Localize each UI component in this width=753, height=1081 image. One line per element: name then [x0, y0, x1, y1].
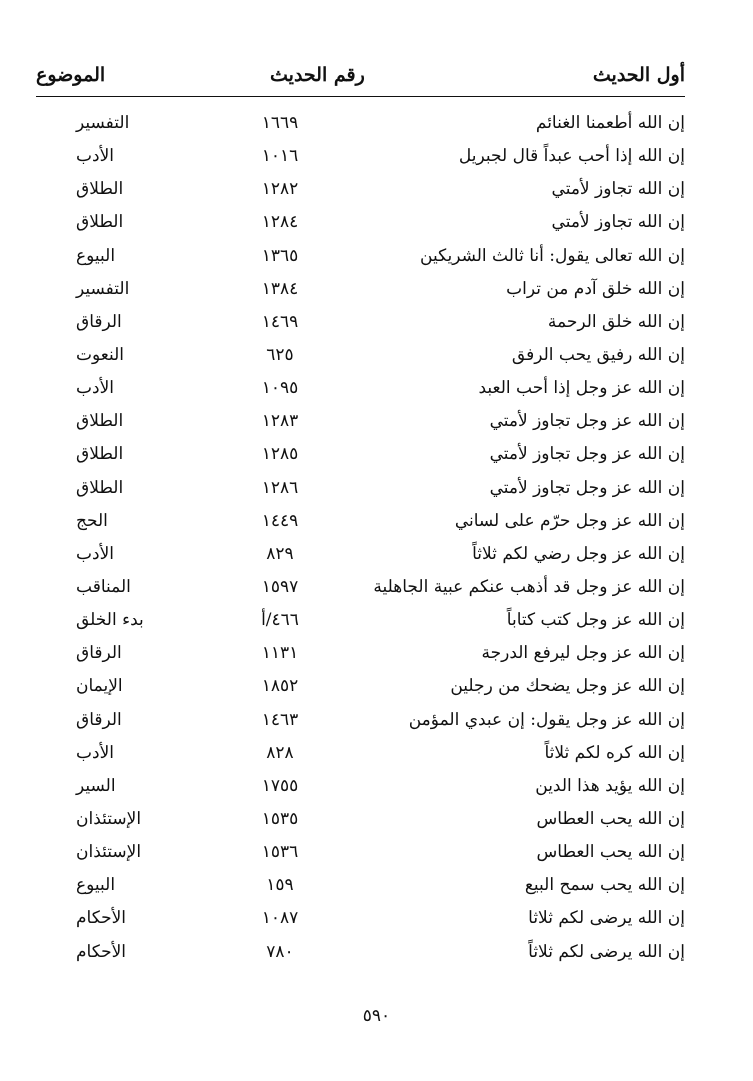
hadith-first-words: إن الله عز وجل يضحك من رجلين: [450, 676, 685, 697]
table-row: [36, 640, 685, 673]
hadith-topic: الأحكام: [76, 908, 127, 929]
hadith-number: ١٨٥٢: [261, 676, 299, 697]
table-row: [36, 209, 685, 242]
hadith-first-words: إن الله إذا أحب عبداً قال لجبريل: [458, 146, 685, 167]
table-row: [36, 475, 685, 508]
table-row: [36, 773, 685, 806]
hadith-number: ١٤٤٩: [261, 510, 299, 531]
hadith-topic: الطلاق: [76, 477, 124, 498]
hadith-number: ١٧٥٥: [261, 775, 299, 796]
hadith-first-words: إن الله عز وجل حرّم على لساني: [454, 510, 685, 531]
hadith-number: ٨٢٨: [266, 742, 294, 763]
table-row: [36, 806, 685, 839]
hadith-topic: بدء الخلق: [76, 610, 144, 631]
hadith-number: ١٣٦٥: [261, 245, 299, 266]
hadith-topic: الطلاق: [76, 212, 124, 233]
hadith-number: ١٥٣٥: [261, 808, 299, 829]
table-row: [36, 607, 685, 640]
hadith-topic: الأدب: [76, 742, 114, 763]
hadith-topic: الإستئذان: [76, 842, 142, 863]
table-row: [36, 574, 685, 607]
hadith-number: ١٢٨٥: [261, 444, 299, 465]
hadith-number: ١٣٨٤: [261, 278, 299, 299]
hadith-number: ٤٦٦/أ: [261, 610, 299, 631]
table-row: [36, 872, 685, 905]
hadith-index-table: [36, 110, 685, 972]
table-row: [36, 508, 685, 541]
header-topic: الموضوع: [36, 64, 106, 86]
table-row: [36, 110, 685, 143]
hadith-first-words: إن الله يحب العطاس: [536, 842, 685, 863]
table-row: [36, 673, 685, 706]
table-row: [36, 243, 685, 276]
hadith-first-words: إن الله عز وجل تجاوز لأمتي: [489, 477, 685, 498]
hadith-first-words: إن الله أطعمنا الغنائم: [535, 113, 685, 133]
hadith-topic: الأدب: [76, 378, 114, 399]
hadith-topic: الرقاق: [76, 311, 122, 332]
table-row: [36, 441, 685, 474]
hadith-topic: الطلاق: [76, 179, 124, 200]
hadith-number: ١٥٩٧: [261, 576, 299, 597]
hadith-topic: الإيمان: [76, 676, 123, 697]
hadith-number: ١٥٩: [266, 875, 294, 896]
hadith-topic: الرقاق: [76, 709, 122, 730]
hadith-topic: التفسير: [76, 113, 130, 133]
hadith-first-words: إن الله عز وجل كتب كتاباً: [506, 610, 685, 631]
hadith-number: ١٢٨٢: [261, 179, 299, 200]
hadith-first-words: إن الله عز وجل قد أذهب عنكم عبية الجاهلية: [373, 576, 685, 597]
table-row: [36, 905, 685, 938]
hadith-topic: الأحكام: [76, 941, 127, 962]
hadith-number: ١٢٨٤: [261, 212, 299, 233]
table-row: [36, 176, 685, 209]
table-row: [36, 408, 685, 441]
hadith-topic: الأدب: [76, 543, 114, 564]
hadith-topic: السير: [76, 775, 116, 796]
hadith-first-words: إن الله عز وجل رضي لكم ثلاثاً: [472, 543, 685, 564]
hadith-first-words: إن الله تجاوز لأمتي: [551, 179, 685, 200]
hadith-topic: الرقاق: [76, 643, 122, 664]
table-row: [36, 740, 685, 773]
hadith-topic: التفسير: [76, 278, 130, 299]
hadith-first-words: إن الله عز وجل تجاوز لأمتي: [489, 444, 685, 465]
hadith-topic: الطلاق: [76, 444, 124, 465]
hadith-number: ١٠٨٧: [261, 908, 299, 929]
hadith-topic: النعوت: [76, 344, 125, 365]
hadith-topic: الحج: [76, 510, 108, 531]
hadith-number: ١٢٨٣: [261, 411, 299, 432]
hadith-topic: المناقب: [76, 576, 131, 597]
hadith-first-words: إن الله عز وجل ليرفع الدرجة: [481, 643, 685, 664]
table-header: [36, 62, 685, 97]
hadith-number: ١٥٣٦: [261, 842, 299, 863]
hadith-topic: الطلاق: [76, 411, 124, 432]
hadith-topic: الإستئذان: [76, 808, 142, 829]
hadith-topic: الأدب: [76, 146, 114, 167]
hadith-number: ١٠٩٥: [261, 378, 299, 399]
hadith-first-words: إن الله خلق آدم من تراب: [506, 278, 685, 299]
hadith-first-words: إن الله عز وجل تجاوز لأمتي: [489, 411, 685, 432]
hadith-topic: البيوع: [76, 875, 116, 896]
table-row: [36, 375, 685, 408]
hadith-first-words: إن الله رفيق يحب الرفق: [511, 344, 685, 365]
hadith-first-words: إن الله خلق الرحمة: [547, 311, 685, 332]
hadith-number: ١٦٦٩: [261, 113, 299, 133]
hadith-topic: البيوع: [76, 245, 116, 266]
hadith-first-words: إن الله يحب العطاس: [536, 808, 685, 829]
table-row: [36, 839, 685, 872]
header-first-words: أول الحديث: [592, 64, 685, 86]
hadith-number: ١٤٦٣: [261, 709, 299, 730]
header-hadith-number: رقم الحديث: [270, 64, 365, 86]
hadith-number: ١٤٦٩: [261, 311, 299, 332]
table-row: [36, 707, 685, 740]
hadith-first-words: إن الله يحب سمح البيع: [524, 875, 685, 896]
table-row: [36, 541, 685, 574]
hadith-number: ٨٢٩: [266, 543, 294, 564]
hadith-first-words: إن الله عز وجل يقول: إن عبدي المؤمن: [408, 709, 685, 730]
hadith-number: ١٢٨٦: [261, 477, 299, 498]
hadith-first-words: إن الله كره لكم ثلاثاً: [544, 742, 685, 763]
table-row: [36, 276, 685, 309]
hadith-first-words: إن الله تعالى يقول: أنا ثالث الشريكين: [420, 245, 685, 266]
hadith-first-words: إن الله يرضى لكم ثلاثاً: [528, 941, 685, 962]
table-row: [36, 342, 685, 375]
hadith-first-words: إن الله تجاوز لأمتي: [551, 212, 685, 233]
table-row: [36, 143, 685, 176]
table-row: [36, 939, 685, 972]
hadith-first-words: إن الله يرضى لكم ثلاثا: [528, 908, 685, 929]
hadith-number: ١١٣١: [261, 643, 299, 664]
hadith-first-words: إن الله يؤيد هذا الدين: [535, 775, 685, 796]
hadith-first-words: إن الله عز وجل إذا أحب العبد: [478, 378, 685, 399]
table-row: [36, 309, 685, 342]
hadith-number: ١٠١٦: [261, 146, 299, 167]
page-number: ٥٩٠: [362, 1006, 391, 1026]
hadith-number: ٧٨٠: [266, 941, 294, 962]
hadith-number: ٦٢٥: [266, 344, 294, 365]
